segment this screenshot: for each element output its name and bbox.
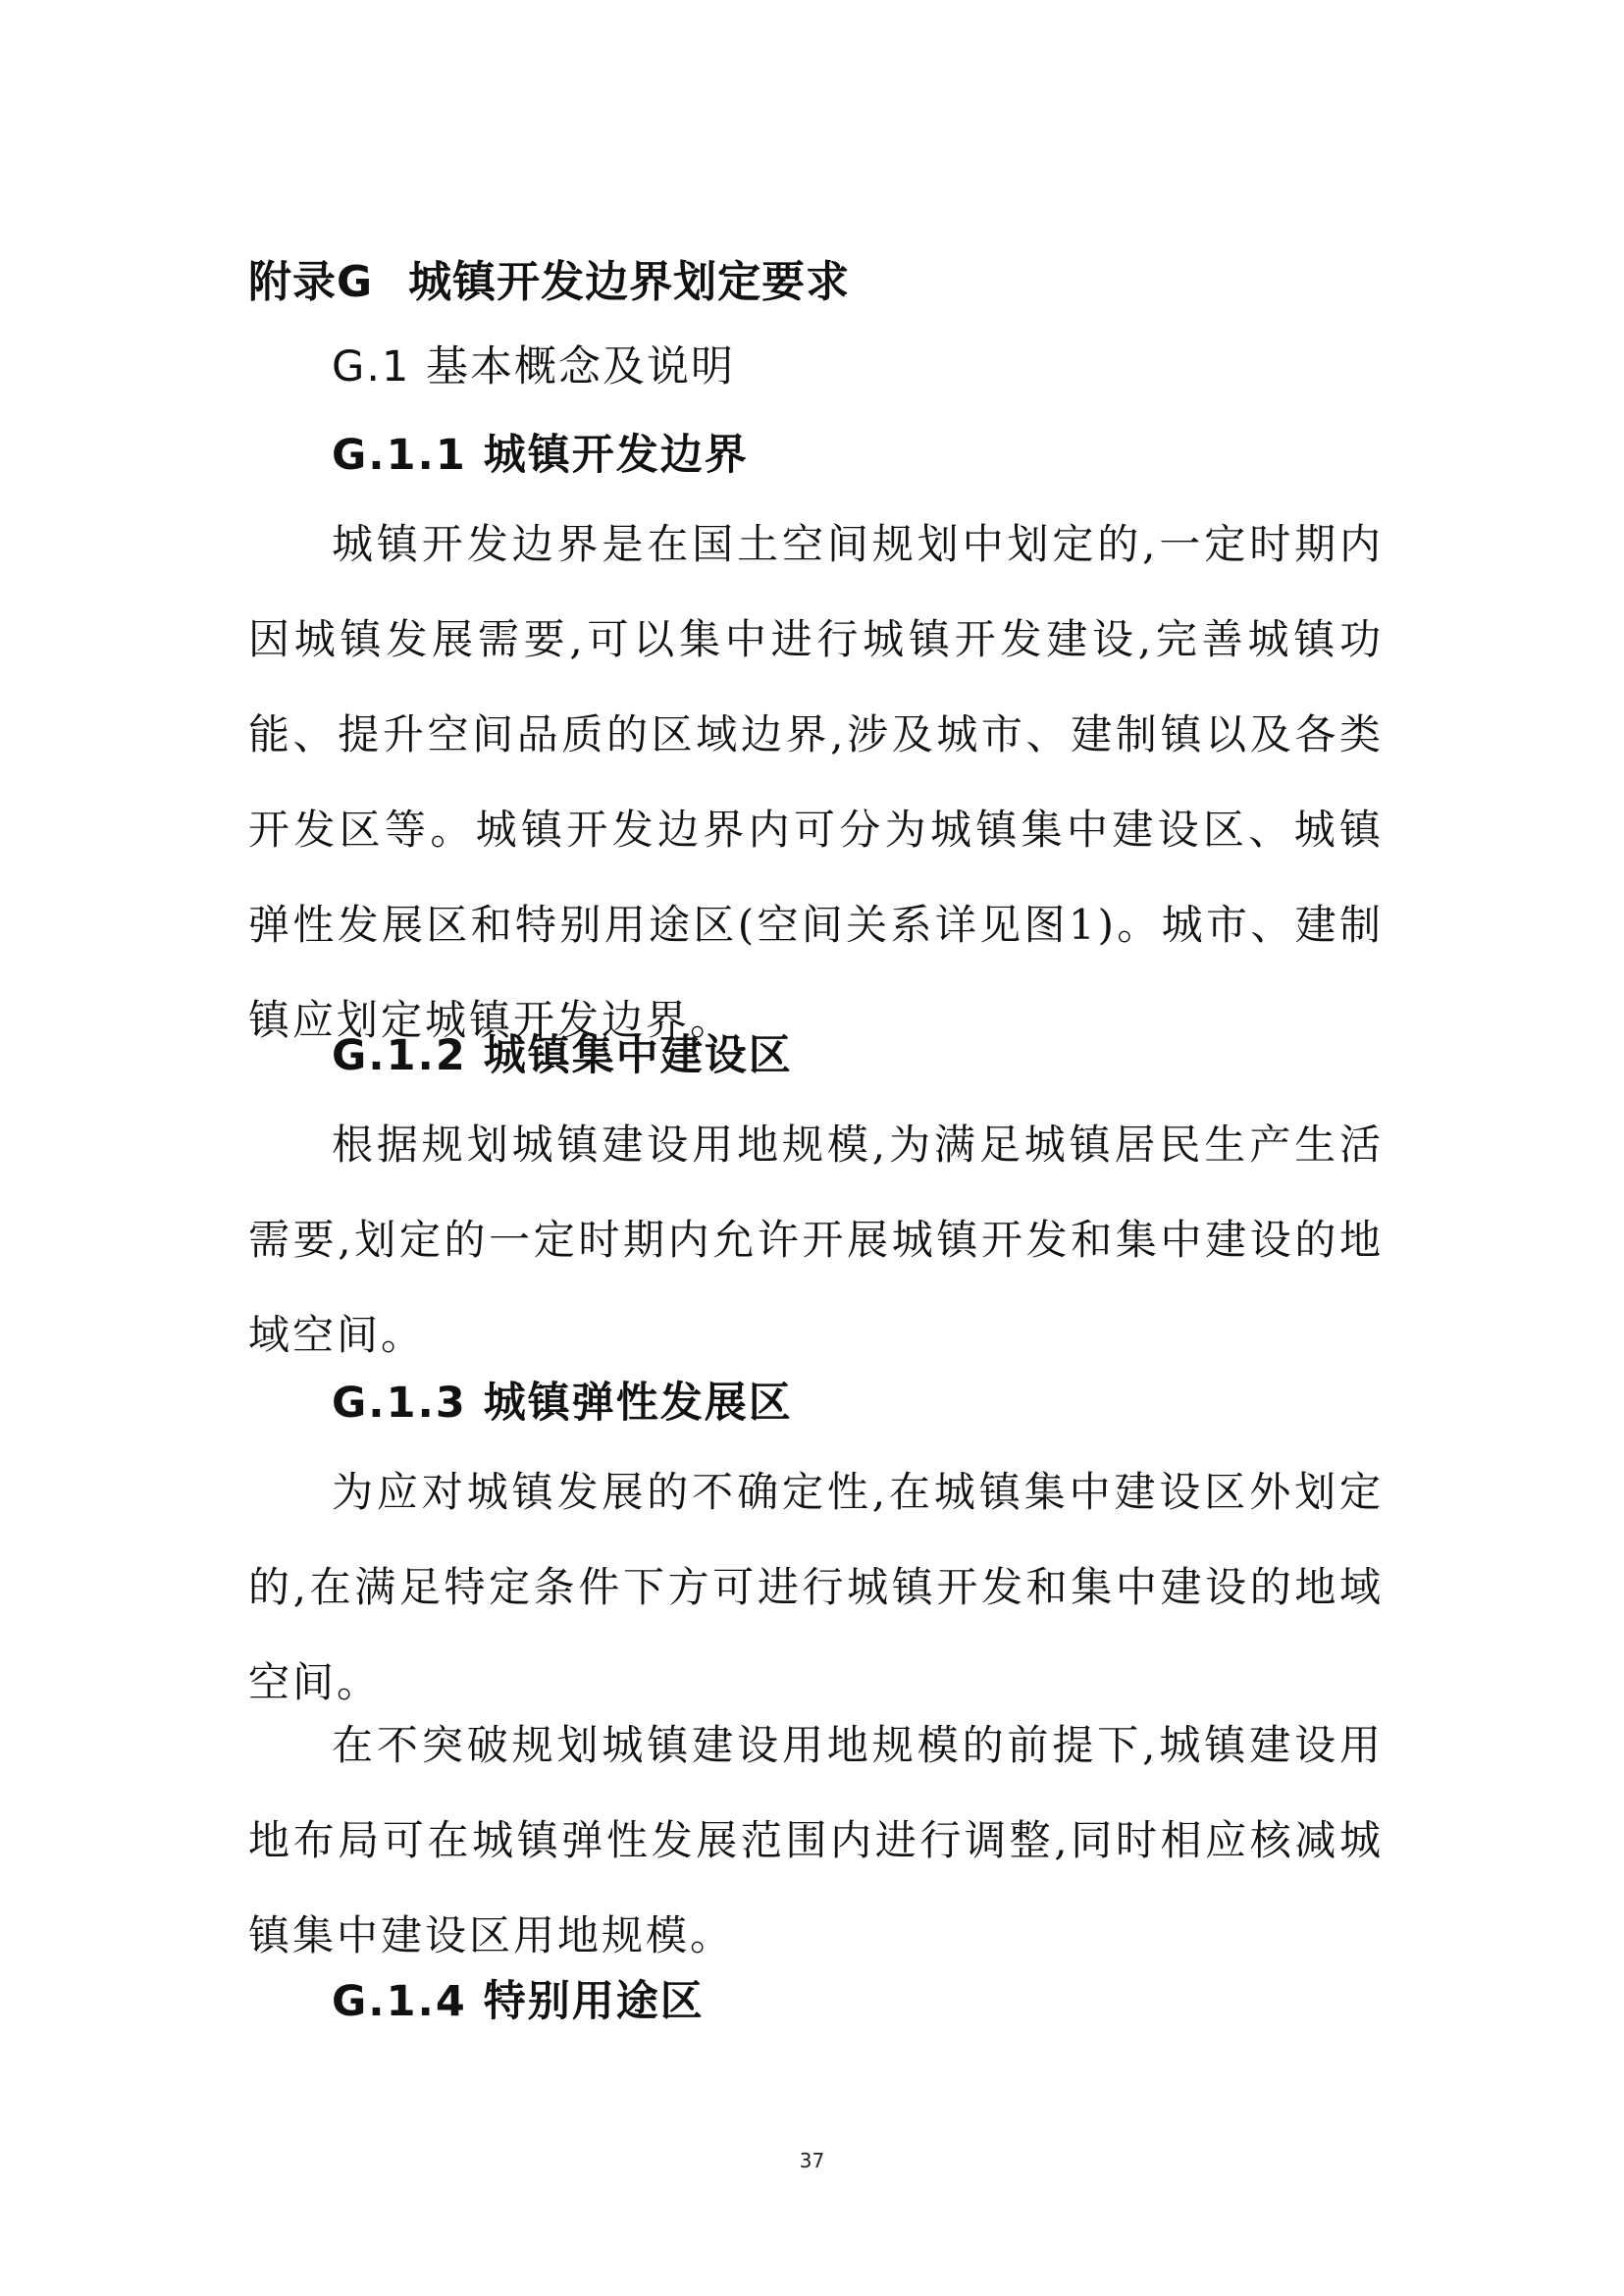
paragraph-g1-2: 根据规划城镇建设用地规模,为满足城镇居民生产生活需要,划定的一定时期内允许开展城镇开发和集中建设的地域空间。 (248, 1121, 1384, 1359)
subsection-heading-g1-4: G.1.4 特别用途区 (332, 1977, 705, 2026)
appendix-title (248, 253, 850, 312)
paragraph-g1-3-a: 为应对城镇发展的不确定性,在城镇集中建设区外划定的,在满足特定条件下方可进行城镇开发和集中建设的地域空间。 (248, 1468, 1384, 1706)
paragraph-g1-1: 城镇开发边界是在国土空间规划中划定的,一定时期内因城镇发展需要,可以集中进行城镇开发建设,完善城镇功能、提升空间品质的区域边界,涉及城市、建制镇以及各类开发区等。城镇开发边界内可分为城镇集中建设区、城镇弹性发展区和特别用途区(空间关系详见图1)。城市、建制镇应划定城镇开发边界。 (248, 520, 1384, 1044)
section-heading-g1: G.1 基本概念及说明 (332, 342, 736, 391)
subsection-heading-g1-1: G.1.1 城镇开发边界 (332, 431, 749, 480)
paragraph-g1-3-b: 在不突破规划城镇建设用地规模的前提下,城镇建设用地布局可在城镇弹性发展范围内进行调整,同时相应核减城镇集中建设区用地规模。 (248, 1721, 1384, 1959)
appendix-label: 附录G (248, 257, 374, 307)
page-number: 37 (799, 2149, 825, 2172)
subsection-heading-g1-3: G.1.3 城镇弹性发展区 (332, 1379, 793, 1428)
appendix-title-text: 城镇开发边界划定要求 (408, 257, 851, 307)
subsection-heading-g1-2: G.1.2 城镇集中建设区 (332, 1031, 793, 1080)
